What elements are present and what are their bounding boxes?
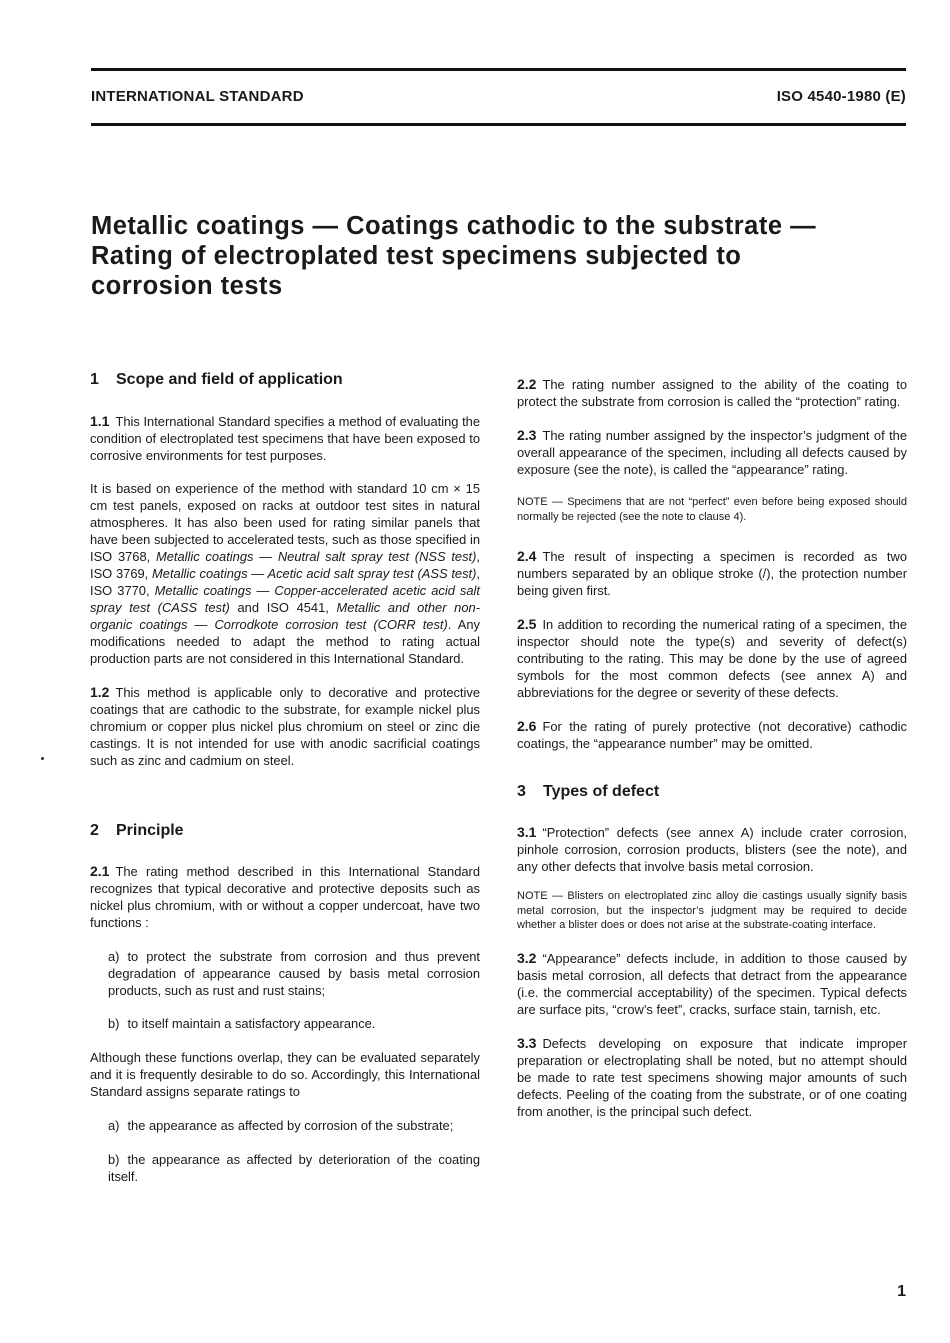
- list-item-b: b) to itself maintain a satisfactory appearance.: [108, 1016, 376, 1031]
- list-item-a: a) to protect the substrate from corrosion and thus prevent degradation of appearance caused by basis metal corrosion products, such as rust and rust stains;: [108, 949, 480, 998]
- section-2-heading: 2 Principle: [90, 822, 184, 839]
- page-number: 1: [897, 1283, 906, 1300]
- clause-2-2: 2.2 The rating number assigned to the ability of the coating to protect the substrate from corrosion is called the “protection” rating.: [517, 376, 907, 409]
- clause-2-1: 2.1 The rating method described in this International Standard recognizes that typical decorative and protective deposits such as nickel plus chromium, with or without a copper undercoat, have two functions :: [90, 863, 480, 930]
- title-line-3: corrosion tests: [91, 272, 283, 300]
- clause-2-3: 2.3 The rating number assigned by the inspector’s judgment of the overall appearance of the specimen, including all defects caused by exposure (see the note), is called the “appearance” rating.: [517, 427, 907, 477]
- document-type-label: INTERNATIONAL STANDARD: [91, 88, 304, 105]
- right-column: [517, 376, 907, 1120]
- clause-1-1: 1.1 This International Standard specifies a method of evaluating the condition of electroplated test specimens that have been exposed to corrosive environments for test purposes.: [90, 413, 480, 463]
- clause-2-6: 2.6 For the rating of purely protective (not decorative) cathodic coatings, the “appearance number” may be omitted.: [517, 718, 907, 751]
- clause-1-1-paragraph-2: It is based on experience of the method with standard 10 cm × 15 cm test panels, exposed on racks at outdoor test sites in natural atmospheres. It has also been used for rating similar panels that have been subjected to accelerated tests, such as those specified in ISO 3768, Metallic coatings — Neutral salt spray test (NSS test), ISO 3769, Metallic coatings — Acetic acid salt spray test (ASS test), ISO 3770, Metallic coatings — Copper-accelerated acetic acid salt spray test (CASS test) and ISO 4541, Metallic and other non-organic coatings — Corrodkote corrosion test (CORR test). Any modifications needed to adapt the method to rating actual production parts are not considered in this International Standard.: [90, 481, 480, 666]
- clause-3-2: 3.2 “Appearance” defects include, in addition to those caused by basis metal corrosion, all defects that detract from the appearance (i.e. the commercial acceptability) of the specimen. Typical defects are surface pits, “crow’s feet”, cracks, surface stain, tarnish, etc.: [517, 949, 907, 1017]
- title-line-1: Metallic coatings — Coatings cathodic to the substrate —: [91, 212, 817, 240]
- scan-speck: [41, 757, 44, 760]
- title-line-2: Rating of electroplated test specimens subjected to: [91, 242, 742, 270]
- clause-2-5: 2.5 In addition to recording the numerical rating of a specimen, the inspector should note the type(s) and severity of defect(s) contributing to the rating. This may be done by the use of agreed symbols for the most common defects (see annex A) and abbreviations for the degree or severity of these defects.: [517, 616, 907, 700]
- page-title: [91, 211, 921, 301]
- note-3-1: NOTE — Blisters on electroplated zinc alloy die castings usually signify basis metal corrosion, but the inspector’s judgment may be required to decide whether a blister does or does not arise at the substrate-coating interface.: [517, 890, 907, 931]
- header-top-rule: [91, 68, 906, 71]
- section-3-heading: 3 Types of defect: [517, 783, 660, 800]
- clause-2-4: 2.4 The result of inspecting a specimen is recorded as two numbers separated by an oblique stroke (/), the protection number being given first.: [517, 548, 907, 598]
- principle-paragraph: Although these functions overlap, they can be evaluated separately and it is frequently desirable to do so. Accordingly, this International Standard assigns separate ratings to: [90, 1050, 480, 1099]
- left-column: [90, 370, 480, 1185]
- clause-3-1: 3.1 “Protection” defects (see annex A) include crater corrosion, pinhole corrosion, corrosion products, blisters (see the note), and any other defects that involve basis metal corrosion.: [517, 824, 907, 874]
- section-1-heading: 1 Scope and field of application: [90, 371, 343, 388]
- clause-3-3: 3.3 Defects developing on exposure that indicate improper preparation or electroplating shall be noted, but no attempt should be made to rate test specimens showing major amounts of such defects. Peeling of the coating from the substrate, or of one coating from another, is the principal such defect.: [517, 1034, 907, 1119]
- standard-number: ISO 4540-1980 (E): [776, 88, 906, 105]
- rating-item-b: b) the appearance as affected by deterioration of the coating itself.: [108, 1152, 480, 1184]
- clause-1-2: 1.2 This method is applicable only to decorative and protective coatings that are cathodic to the substrate, for example nickel plus chromium or copper plus nickel plus chromium on steel or zinc die castings. It is not intended for use with anodic sacrificial coatings such as zinc and cadmium on steel.: [90, 684, 480, 768]
- note-2-3: NOTE — Specimens that are not “perfect” even before being exposed should normally be rejected (see the note to clause 4).: [517, 496, 907, 523]
- header-bottom-rule: [91, 123, 906, 126]
- rating-item-a: a) the appearance as affected by corrosion of the substrate;: [108, 1118, 454, 1133]
